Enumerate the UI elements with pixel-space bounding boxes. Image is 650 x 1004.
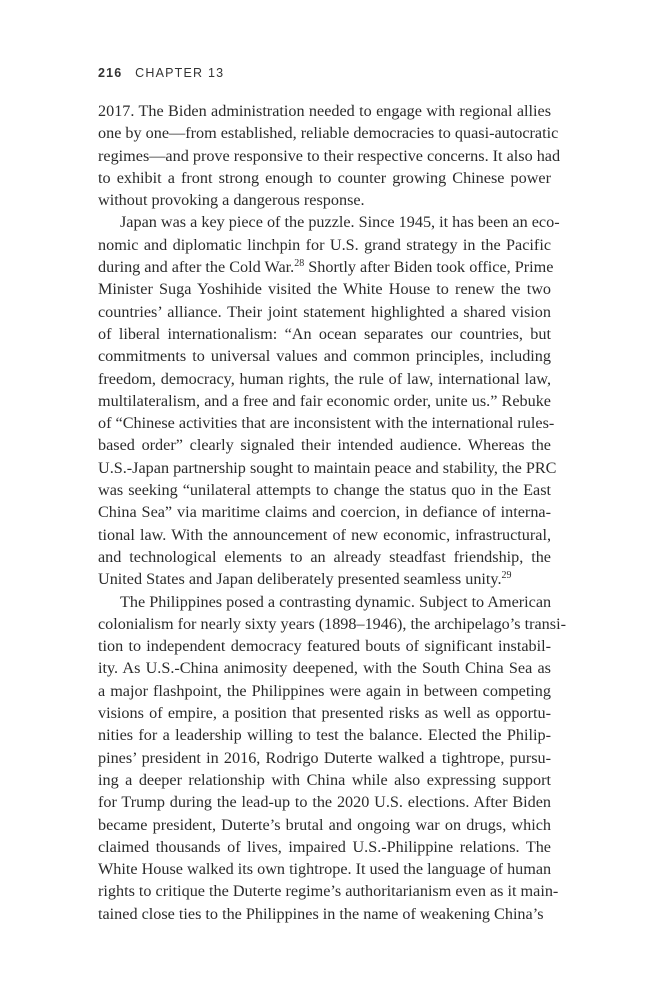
chapter-label: CHAPTER 13 [135, 66, 225, 80]
text-line [98, 546, 551, 568]
text-run: a major flashpoint, the Philippines were again in between competing [98, 681, 551, 700]
paragraph [98, 100, 561, 211]
text-line [98, 747, 551, 769]
text-run: China Sea” via maritime claims and coercion, in defiance of interna- [98, 503, 551, 522]
text-line [98, 858, 551, 880]
text-line [98, 122, 559, 144]
text-run: tional law. With the announcement of new economic, infrastructural, [98, 525, 551, 544]
text-line [98, 412, 555, 434]
text-run: regimes—and prove responsive to their respective concerns. It also had [98, 146, 561, 165]
text-run: was seeking “unilateral attempts to change the status quo in the East [98, 481, 551, 500]
text-line [98, 702, 551, 724]
text-line [98, 903, 551, 925]
text-run: countries’ alliance. Their joint statement highlighted a shared vision [98, 302, 551, 321]
text-run: based order” clearly signaled their intended audience. Whereas the [98, 436, 551, 455]
text-run: colonialism for nearly sixty years (1898–1946), the archipelago’s transi- [98, 614, 566, 633]
text-line [98, 836, 551, 858]
text-run: without provoking a dangerous response. [98, 191, 365, 210]
text-line [98, 568, 551, 590]
text-run: nities for a leadership willing to test the balance. Elected the Philip- [98, 726, 551, 745]
text-run: Minister Suga Yoshihide visited the White House to renew the two [98, 280, 551, 299]
text-line [98, 657, 551, 679]
text-run: ity. As U.S.-China animosity deepened, with the South China Sea as [98, 659, 551, 678]
text-run: U.S.-Japan partnership sought to maintain peace and stability, the PRC [98, 458, 557, 477]
text-line [98, 479, 551, 501]
text-run: and technological elements to an already steadfast friendship, the [98, 547, 551, 566]
footnote-marker: 29 [501, 570, 512, 582]
text-line [98, 635, 551, 657]
text-line [98, 323, 551, 345]
text-run: for Trump during the lead-up to the 2020 U.S. elections. After Biden [98, 793, 551, 812]
text-run: commitments to universal values and common principles, including [98, 347, 551, 366]
text-line [98, 278, 551, 300]
text-run: freedom, democracy, human rights, the rule of law, international law, [98, 369, 551, 388]
text-run: nomic and diplomatic linchpin for U.S. grand strategy in the Pacific [98, 235, 551, 254]
text-line [98, 457, 557, 479]
text-run: rights to critique the Duterte regime’s authoritarianism even as it main- [98, 882, 559, 901]
text-run: became president, Duterte’s brutal and ongoing war on drugs, which [98, 815, 551, 834]
text-line [98, 724, 551, 746]
text-run: pines’ president in 2016, Rodrigo Duterte walked a tightrope, pursu- [98, 748, 551, 767]
page-number: 216 [98, 66, 123, 80]
text-run: tion to independent democracy featured bouts of significant instabil- [98, 637, 551, 656]
text-run: 2017. The Biden administration needed to engage with regional allies [98, 102, 551, 120]
text-run: Shortly after Biden took office, Prime [304, 258, 554, 277]
text-line [98, 501, 551, 523]
text-line [98, 368, 551, 390]
text-line [98, 301, 551, 323]
text-run: The Philippines posed a contrasting dynamic. Subject to American [120, 592, 552, 611]
text-run: United States and Japan deliberately presented seamless unity. [98, 570, 502, 589]
text-line [98, 189, 551, 211]
text-line [98, 211, 560, 233]
text-run: one by one—from established, reliable democracies to quasi-autocratic [98, 124, 559, 143]
text-line [98, 100, 551, 122]
text-line [98, 390, 551, 412]
text-line [98, 769, 551, 791]
text-run: during and after the Cold War. [98, 258, 295, 277]
text-line [98, 345, 551, 367]
text-line [98, 680, 551, 702]
text-run: tained close ties to the Philippines in the name of weakening China’s [98, 904, 544, 923]
text-line [98, 256, 554, 278]
text-line [98, 524, 551, 546]
text-run: of “Chinese activities that are inconsistent with the international rules- [98, 414, 555, 433]
text-line [98, 814, 551, 836]
paragraph [98, 211, 560, 590]
text-run: visions of empire, a position that presented risks as well as opportu- [98, 704, 551, 723]
text-run: of liberal internationalism: “An ocean separates our countries, but [98, 324, 551, 343]
text-line [98, 613, 566, 635]
text-run: ing a deeper relationship with China while also expressing support [98, 770, 551, 789]
text-line [98, 591, 551, 613]
running-head [98, 66, 224, 80]
text-line [98, 880, 559, 902]
text-line [98, 145, 561, 167]
text-line [98, 167, 551, 189]
text-line [98, 791, 551, 813]
text-line [98, 434, 551, 456]
text-run: White House walked its own tightrope. It used the language of human [98, 860, 552, 879]
text-run: claimed thousands of lives, impaired U.S.-Philippine relations. The [98, 837, 551, 856]
text-run: Japan was a key piece of the puzzle. Since 1945, it has been an eco- [120, 213, 560, 232]
text-run: to exhibit a front strong enough to counter growing Chinese power [98, 168, 551, 187]
paragraph [98, 591, 566, 925]
body-text [98, 100, 566, 925]
text-run: multilateralism, and a free and fair economic order, unite us.” Rebuke [98, 391, 551, 410]
text-line [98, 234, 551, 256]
footnote-marker: 28 [294, 258, 305, 270]
